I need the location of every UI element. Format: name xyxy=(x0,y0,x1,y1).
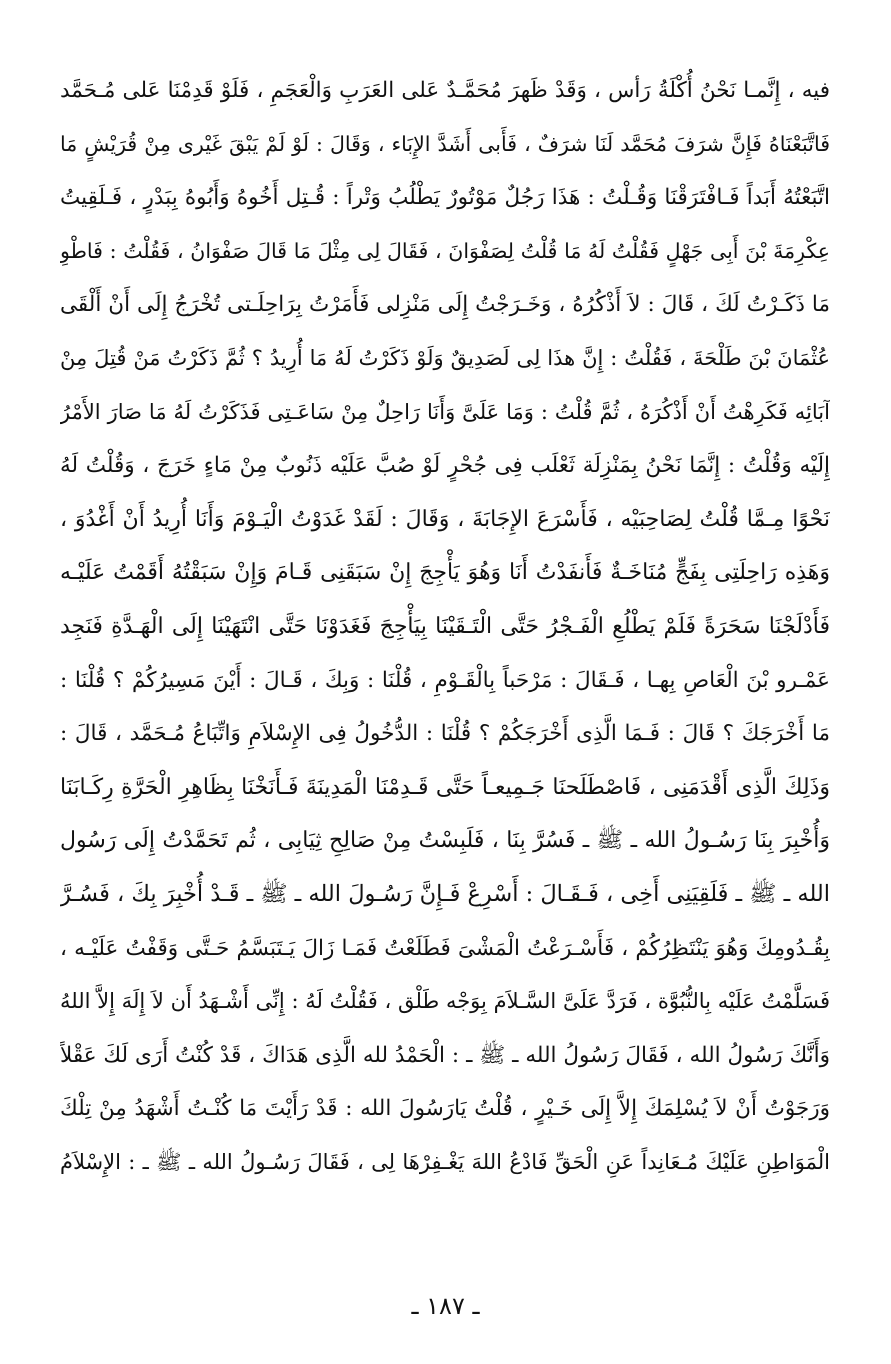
text-line: فيه ، إِنَّمـا نَحْنُ أُكْلَةُ رَأس ، وَقَدْ ظَهرَ مُحَمَّـدٌ عَلى العَرَبِ وَالْعَجَمِ ، فَلَوْ قَدِمْنَا عَلى مُـحَمَّد xyxy=(60,78,830,103)
text-line: وَهَذِه رَاحِلَتِى بِفَجٍّ مُنَاخَـةٌ فَأَنفَدْتُ أَنَا وَهُوَ يَأْجِجَ إِنْ سَبَقَنِى قَـامَ وَإِنْ سَبَقْتُهُ أَقَمْتُ عَلَيْـه xyxy=(60,560,830,586)
text-line: عَمْـرو بْنَ الْعَاصِ بِهـا ، فَـقَالَ : مَرْحَباً بِالْقَـوْمِ ، قُلْنَا : وَبِكَ ، قَـالَ : أَيْنَ مَسِيرُكُمْ ؟ قُلْنَا : xyxy=(60,667,830,693)
body-text xyxy=(60,64,830,1189)
page-number: ـ ١٨٧ ـ xyxy=(411,1292,480,1320)
text-line: آبَائِه فَكَرِهْتُ أَنْ أَذْكُرَهُ ، ثُمَّ قُلْتُ : وَمَا عَلَىَّ وَأَنَا رَاحِلٌ مِنْ سَاعَـتِى فَذَكَرْتُ لَهُ مَا صَارَ الأَمْرُ xyxy=(60,399,830,424)
text-line: اتَّبَعْتُهُ أَبَداً فَـافْتَرَقْنَا وَقُـلْتُ : هَذَا رَجُلٌ مَوْتُورٌ يَطْلُبُ وَتْراً : قُـتِل أَخُوهُ وَأَبُوهُ بِبَدْرٍ ، فَـلَقِيتُ xyxy=(60,185,830,211)
text-line: فَأَدْلَجْنَا سَحَرَةً فَلَمْ يَطْلُعِ الْفَـجْرُ حَتَّى الْتَـقَيْنَا بِيَأْجِجَ فَغَدَوْنَا حَتَّى انْتَهَيْنَا إِلَى الْهَـدَّةِ فَنَجِد xyxy=(60,613,830,639)
text-line: وَرَجَوْتُ أَنْ لاَ يُسْلِمَكَ إِلاَّ إِلَى خَـيْرٍ ، قُلْتُ يَارَسُولَ الله : قَدْ رَأَيْتَ مَا كُنْـتُ أَشْهَدُ مِنْ تِلْكَ xyxy=(60,1096,830,1122)
text-line: وَأُخْبِرَ بِنَا رَسُـولُ الله ـ ﷺ ـ فَسُرَّ بِنَا ، فَلَبِسْتُ مِنْ صَالِحِ ثِيَابِى ، ثُم تَحَمَّدْتُ إِلَى رَسُول xyxy=(60,828,830,854)
text-line: وَأَنَّكَ رَسُولُ الله ، فَقَالَ رَسُولُ الله ـ ﷺ ـ : الْحَمْدُ لله الَّذِى هَدَاكَ ، قَدْ كُنْتُ أَرَى لَكَ عَقْلاً xyxy=(60,1042,830,1068)
text-line: مَا أَخْرَجَكَ ؟ قَالَ : فَـمَا الَّذِى أَخْرَجَكُمْ ؟ قُلْنَا : الدُّخُولُ فِى الإِسْلاَمِ وَاتِّبَاعُ مُـحَمَّد ، قَالَ : xyxy=(60,721,830,747)
text-line: إِلَيْه وَقُلْتُ : إِنَّمَا نَحْنُ بِمَنْزِلَة ثَعْلَب فِى جُحْرٍ لَوْ صُبَّ عَلَيْه ذَنُوبٌ مِنْ مَاءٍ خَرَجَ ، وَقُلْتُ لَهُ xyxy=(60,453,830,479)
text-line: فَاتَّبَعْنَاهُ فَإِنَّ شرَفَ مُحَمَّد لَنَا شرَفٌ ، فَأَبى أَشَدَّ الإِبَاء ، وَقَالَ : لَوْ لَمْ يَبْقَ غَيْرى مِنْ قُرَيْشٍ مَا xyxy=(60,131,830,156)
text-line: مَا ذَكَـرْتُ لَكَ ، قَالَ : لاَ أَذْكُرُهُ ، وَخَـرَجْتُ إِلَى مَنْزِلى فَأَمَرْتُ بِرَاحِلَـتى تُخْرَجُ إِلَى أَنْ أَلْقَى xyxy=(60,292,830,318)
text-line: الله ـ ﷺ ـ فَلَقِيَنِى أَخِى ، فَـقَـالَ : أَسْرِعْ فَـإِنَّ رَسُـولَ الله ـ ﷺ ـ قَـدْ أُخْبِرَ بِكَ ، فَسُـرَّ xyxy=(60,880,830,907)
text-line: الْمَوَاطِنِ عَلَيْكَ مُـعَانِداً عَنِ الْحَقِّ فَادْعُ اللهَ يَغْـفِرْهَا لِى ، فَقَالَ رَسُـولُ الله ـ ﷺ ـ : الإِسْلاَمُ xyxy=(60,1149,830,1174)
text-line: بِقُـدُومِكَ وَهُوَ يَنْتَظِرُكُمْ ، فَأَسْـرَعْتُ الْمَشْىَ فَطَلَعْتُ فَمَـا زَالَ يَـتَبَسَّمُ حَـتَّى وَقَفْتُ عَلَيْـه ، xyxy=(60,935,830,961)
text-line: عِكْرِمَةَ بْنَ أَبِى جَهْلٍ فَقُلْتُ لَهُ مَا قُلْتُ لِصَفْوَانَ ، فَقَالَ لِى مِثْلَ مَا قَالَ صَفْوَانُ ، فَقُلْتُ : فَاطْوِ xyxy=(60,238,830,263)
text-line: نَحْوًا مِـمَّا قُلْتُ لِصَاحِبَيْه ، فَأَسْرَعَ الإِجَابَةَ ، وَقَالَ : لَقَدْ غَدَوْتُ الْيَـوْمَ وَأَنَا أُرِيدُ أَنْ أَغْدُوَ ، xyxy=(60,506,830,532)
text-line: وَذَلِكَ الَّذِى أَقْدَمَنِى ، فَاصْطَلَحنَا جَـمِيعـاً حَتَّى قَـدِمْنَا الْمَدِينَةَ فَـأَنَخْنَا بِظَاهِرِ الْحَرَّةِ رِكَـابَنَا xyxy=(60,774,830,800)
text-line: فَسَلَّمْتُ عَلَيْه بِالنُّبُوَّة ، فَرَدَّ عَلَىَّ السَّـلاَمَ بِوَجْه طَلْق ، فَقُلْتُ لَهُ : إِنِّى أَشْـهَدُ أَن لاَ إِلَهَ إِلاَّ اللهُ xyxy=(60,989,830,1014)
text-line: عُثْمَانَ بْنَ طَلْحَةَ ، فَقُلْتُ : إِنَّ هذَا لِى لَصَدِيقٌ وَلَوْ ذَكَرْتُ لَهُ مَا أُرِيدُ ؟ ثُمَّ ذَكَرْتُ مَنْ قُتِلَ مِنْ xyxy=(60,345,830,370)
